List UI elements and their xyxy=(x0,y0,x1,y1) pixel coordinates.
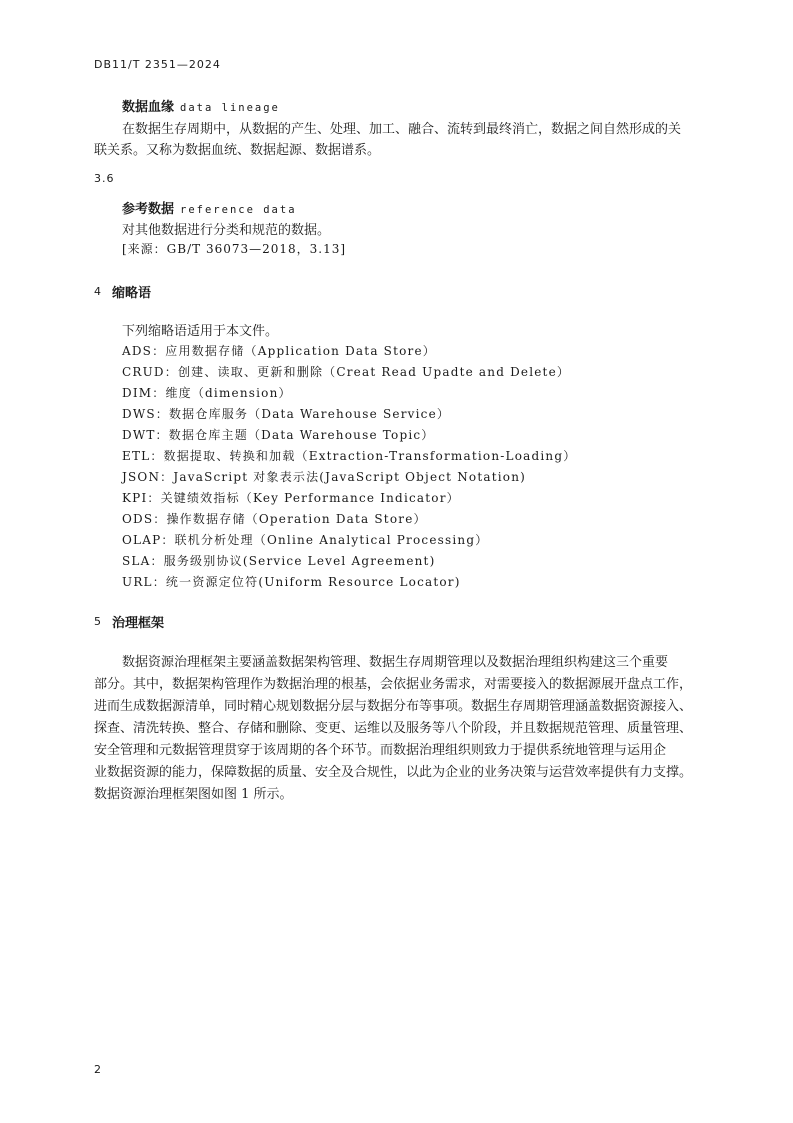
abbreviation-item: DIM：维度（dimension） xyxy=(122,386,292,400)
abbreviation-item: OLAP：联机分析处理（Online Analytical Processing） xyxy=(122,533,489,547)
term-data-lineage xyxy=(122,96,280,115)
paragraph-line: 进而生成数据源清单，同时精心规划数据分层与数据分布等事项。数据生存周期管理涵盖数据资源接入、 xyxy=(94,699,693,714)
section-title: 缩略语 xyxy=(112,286,152,301)
section-intro: 下列缩略语适用于本文件。 xyxy=(122,324,279,339)
section-number: 4 xyxy=(94,285,101,298)
abbreviation-item: ODS：操作数据存储（Operation Data Store） xyxy=(122,512,427,526)
document-header: DB11/T 2351—2024 xyxy=(94,58,221,71)
term-reference-data xyxy=(122,198,297,217)
term-en: reference data xyxy=(180,204,297,216)
abbreviation-item: CRUD：创建、读取、更新和删除（Creat Read Upadte and Delete） xyxy=(122,365,571,379)
abbreviation-item: ETL：数据提取、转换和加载（Extraction-Transformation-Loading） xyxy=(122,449,577,463)
section-title: 治理框架 xyxy=(112,616,165,631)
paragraph-line: 探查、清洗转换、整合、存储和删除、变更、运维以及服务等八个阶段，并且数据规范管理、质量管理、 xyxy=(94,721,693,736)
abbreviation-item: KPI：关键绩效指标（Key Performance Indicator） xyxy=(122,491,460,505)
term-en: data lineage xyxy=(180,102,280,114)
definition-line: 联关系。又称为数据血统、数据起源、数据谱系。 xyxy=(94,143,381,158)
abbreviation-item: DWT：数据仓库主题（Data Warehouse Topic） xyxy=(122,428,435,442)
entry-number: 3.6 xyxy=(94,172,115,185)
abbreviation-item: URL：统一资源定位符(Uniform Resource Locator) xyxy=(122,575,461,589)
paragraph-line: 业数据资源的能力，保障数据的质量、安全及合规性，以此为企业的业务决策与运营效率提供有力支撑。 xyxy=(94,765,693,780)
paragraph-line: 数据资源治理框架主要涵盖数据架构管理、数据生存周期管理以及数据治理组织构建这三个重要 xyxy=(122,655,669,670)
section-number: 5 xyxy=(94,615,101,628)
paragraph-line: 部分。其中，数据架构管理作为数据治理的根基，会依据业务需求，对需要接入的数据源展开盘点工作， xyxy=(94,677,693,692)
page-number: 2 xyxy=(94,1063,101,1076)
term-zh: 数据血缘 xyxy=(122,100,175,115)
definition-line: 对其他数据进行分类和规范的数据。 xyxy=(122,223,331,238)
definition-line: 在数据生存周期中，从数据的产生、处理、加工、融合、流转到最终消亡，数据之间自然形成的关 xyxy=(122,122,682,137)
source-note: [来源：GB/T 36073—2018，3.13] xyxy=(122,242,347,256)
term-zh: 参考数据 xyxy=(122,202,175,217)
abbreviation-item: DWS：数据仓库服务（Data Warehouse Service） xyxy=(122,407,451,421)
abbreviation-item: JSON：JavaScript 对象表示法(JavaScript Object Notation) xyxy=(122,470,527,484)
abbreviation-item: ADS：应用数据存储（Application Data Store） xyxy=(122,344,436,358)
paragraph-line: 安全管理和元数据管理贯穿于该周期的各个环节。而数据治理组织则致力于提供系统地管理与运用企 xyxy=(94,743,667,758)
abbreviation-item: SLA：服务级别协议(Service Level Agreement) xyxy=(122,554,436,568)
paragraph-line: 数据资源治理框架图如图 1 所示。 xyxy=(94,787,293,802)
